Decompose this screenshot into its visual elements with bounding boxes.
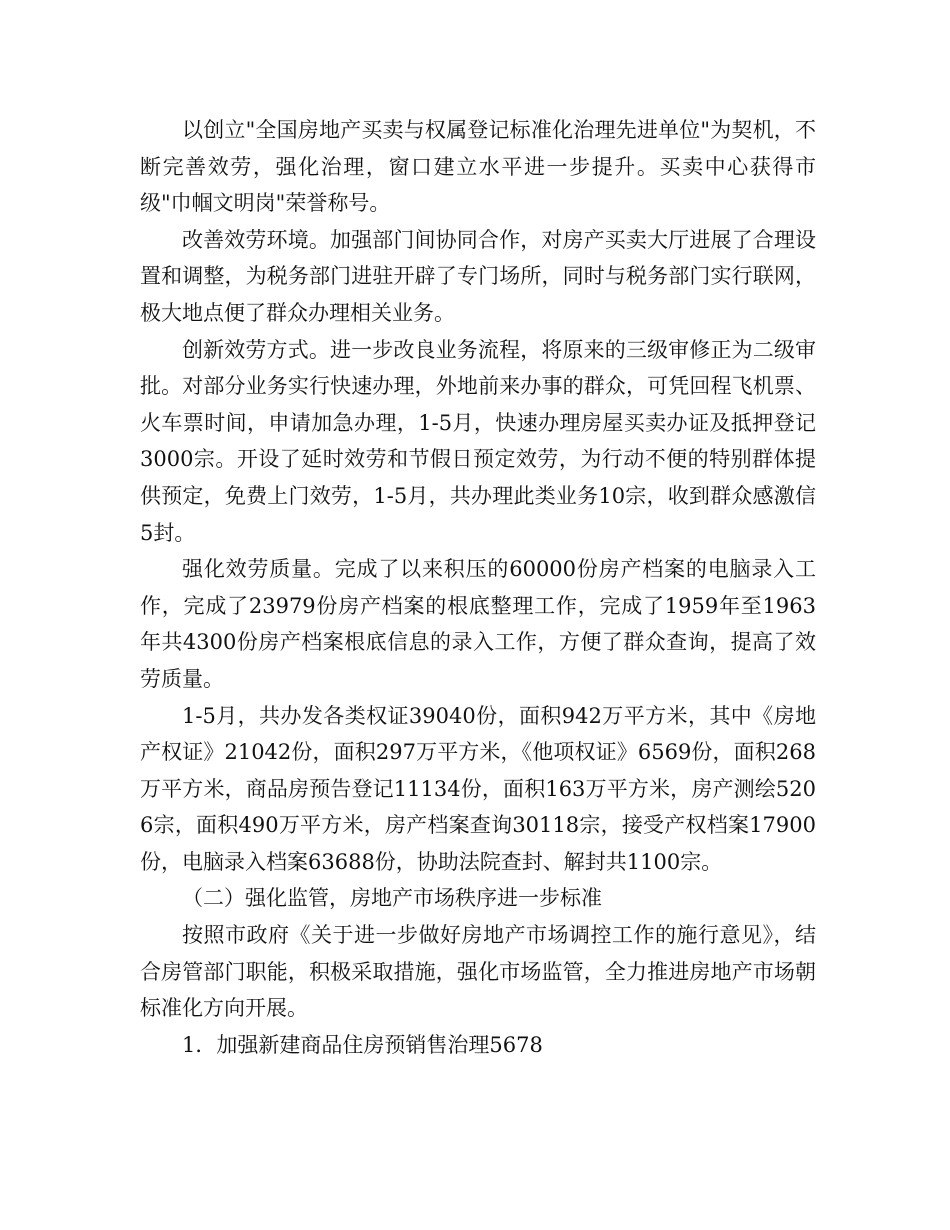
paragraph-municipal-opinion: 按照市政府《关于进一步做好房地产市场调控工作的施行意见》，结合房管部门职能，积极采取措施，强化市场监管，全力推进房地产市场朝标准化方向开展。 — [140, 923, 816, 1021]
section-heading-market-supervision: （二）强化监管，房地产市场秩序进一步标准 — [182, 886, 602, 911]
paragraph-standardization-award: 以创立"全国房地产买卖与权属登记标准化治理先进单位"为契机，不断完善效劳，强化治理，窗口建立水平进一步提升。买卖中心获得市级"巾帼文明岗"荣誉称号。 — [140, 118, 816, 216]
paragraph-service-environment: 改善效劳环境。加强部门间协同合作，对房产买卖大厅进展了合理设置和调整，为税务部门进驻开辟了专门场所，同时与税务部门实行联网，极大地点便了群众办理相关业务。 — [140, 227, 816, 325]
list-item-presale-management: 1．加强新建商品住房预销售治理5678 — [182, 1032, 543, 1057]
paragraph-statistics: 1-5月，共办发各类权证39040份，面积942万平方米，其中《房地产权证》21042份，面积297万平方米，《他项权证》6569份，面积268万平方米，商品房预告登记11134份，面积163万平方米，房产测绘5206宗，面积490万平方米，房产档案查询30118宗，接受产权档案17900份，电脑录入档案63688份，协助法院查封、解封共1100宗。 — [140, 703, 816, 874]
paragraph-service-method: 创新效劳方式。进一步改良业务流程，将原来的三级审修正为二级审批。对部分业务实行快速办理，外地前来办事的群众，可凭回程飞机票、火车票时间，申请加急办理，1-5月，快速办理房屋买卖办证及抵押登记3000宗。开设了延时效劳和节假日预定效劳，为行动不便的特别群体提供预定，免费上门效劳，1-5月，共办理此类业务10宗，收到群众感激信5封。 — [140, 337, 816, 545]
document-body — [140, 112, 816, 1063]
paragraph-service-quality: 强化效劳质量。完成了以来积压的60000份房产档案的电脑录入工作，完成了23979份房产档案的根底整理工作，完成了1959年至1963年共4300份房产档案根底信息的录入工作，方便了群众查询，提高了效劳质量。 — [140, 557, 816, 691]
